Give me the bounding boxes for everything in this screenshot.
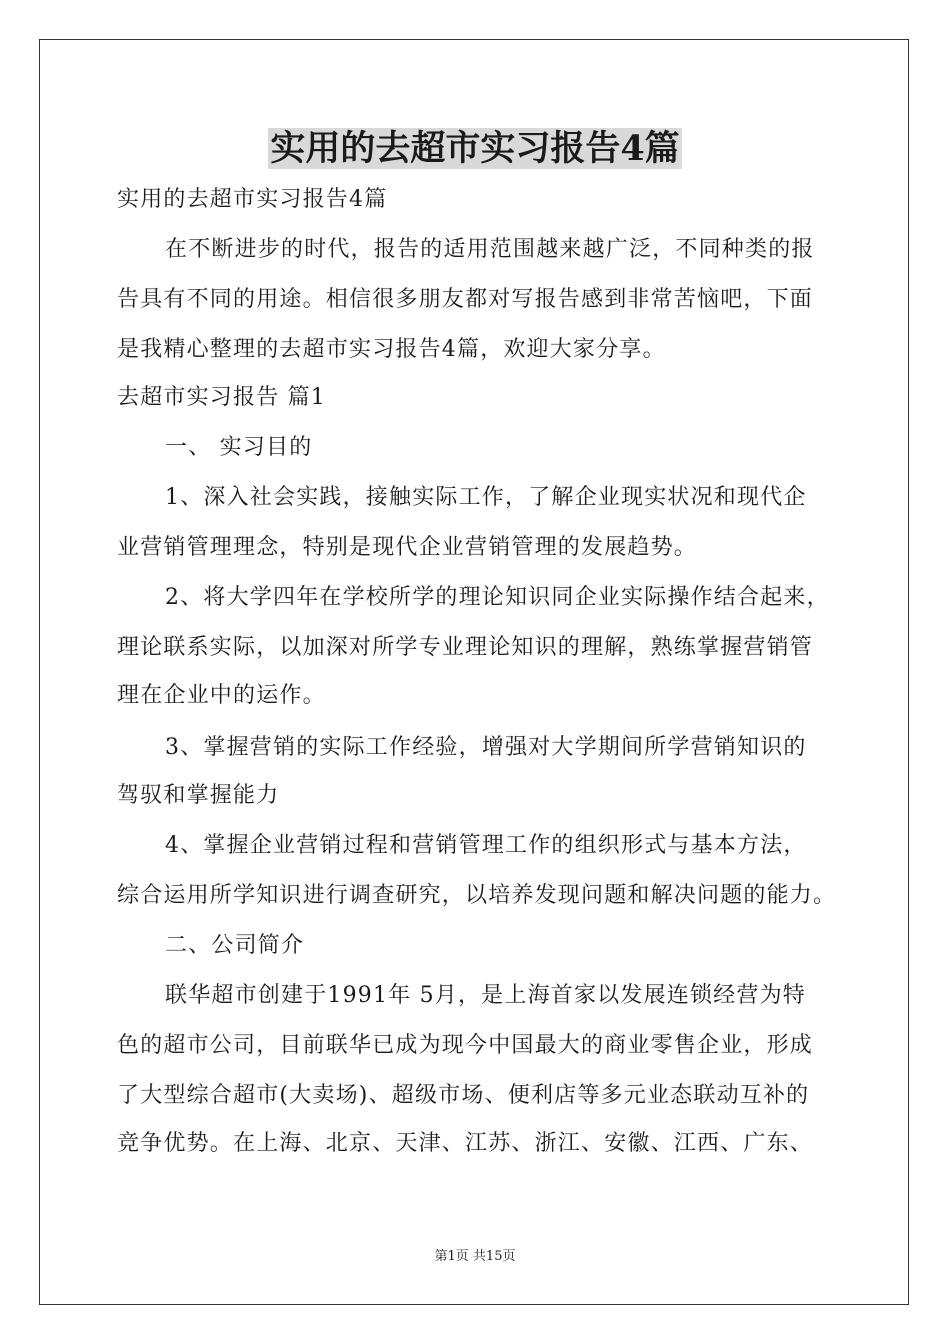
section-subheading: 一、 实习目的 <box>165 435 313 460</box>
document-title: 实用的去超市实习报告4篇 <box>270 128 680 169</box>
paragraph-line: 理论联系实际，以加深对所学专业理论知识的理解，熟练掌握营销管 <box>117 635 814 660</box>
paragraph-line: 业营销管理理念，特别是现代企业营销管理的发展趋势。 <box>117 535 698 560</box>
paragraph-line: 3、掌握营销的实际工作经验，增强对大学期间所学营销知识的 <box>165 735 807 760</box>
paragraph-line: 了大型综合超市(大卖场)、超级市场、便利店等多元业态联动互补的 <box>117 1083 810 1108</box>
page-footer: 第1页 共15页 <box>434 1249 516 1264</box>
paragraph-line: 告具有不同的用途。相信很多朋友都对写报告感到非常苦恼吧，下面 <box>117 287 814 312</box>
paragraph-line: 4、掌握企业营销过程和营销管理工作的组织形式与基本方法， <box>165 833 807 858</box>
paragraph-line: 是我精心整理的去超市实习报告4篇，欢迎大家分享。 <box>117 337 666 362</box>
page-border <box>39 39 909 1305</box>
paragraph-line: 竞争优势。在上海、北京、天津、江苏、浙江、安徽、江西、广东、 <box>117 1131 814 1156</box>
paragraph-line: 驾驭和掌握能力 <box>117 783 280 808</box>
paragraph-line: 2、将大学四年在学校所学的理论知识同企业实际操作结合起来， <box>165 585 830 610</box>
document-subtitle: 实用的去超市实习报告4篇 <box>117 187 388 212</box>
paragraph-line: 综合运用所学知识进行调查研究，以培养发现问题和解决问题的能力。 <box>117 883 837 908</box>
section-subheading: 二、公司简介 <box>165 933 305 958</box>
section-heading: 去超市实习报告 篇1 <box>117 385 326 410</box>
paragraph-line: 在不断进步的时代，报告的适用范围越来越广泛，不同种类的报 <box>165 237 815 262</box>
paragraph-line: 理在企业中的运作。 <box>117 683 326 708</box>
paragraph-line: 1、深入社会实践，接触实际工作，了解企业现实状况和现代企 <box>165 485 807 510</box>
paragraph-line: 色的超市公司，目前联华已成为现今中国最大的商业零售企业，形成 <box>117 1033 814 1058</box>
paragraph-line: 联华超市创建于1991年 5月，是上海首家以发展连锁经营为特 <box>165 983 806 1008</box>
